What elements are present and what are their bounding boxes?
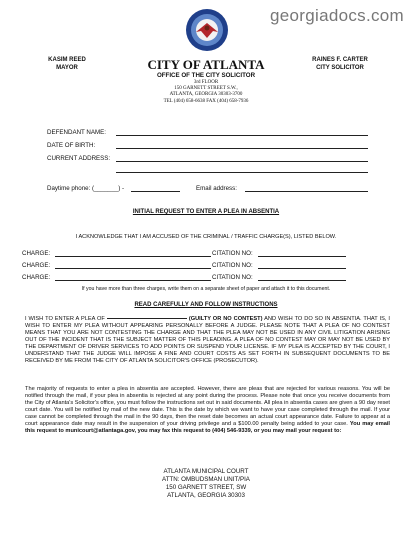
charge-field-2[interactable] [55, 268, 211, 269]
mailing-line-1: ATLANTA MUNICIPAL COURT [163, 468, 249, 475]
mailing-line-4: ATLANTA, GEORGIA 30303 [167, 492, 245, 499]
defendant-name-label: DEFENDANT NAME: [47, 129, 107, 136]
citation-field-3[interactable] [258, 280, 346, 281]
daytime-phone-label: Daytime phone: (_______) - [47, 185, 125, 192]
plea-paragraph [25, 316, 390, 365]
mayor-name: KASIM REED [48, 57, 86, 63]
address-floor: 3rd FLOOR [193, 80, 219, 85]
address-field-2[interactable] [116, 172, 368, 173]
address-phones: TEL (404) 658-6638 FAX (404) 658-7936 [163, 98, 249, 104]
office-address [0, 80, 412, 105]
defendant-name-field[interactable] [116, 135, 368, 136]
mailing-address [0, 468, 412, 500]
mayor-title: MAYOR [56, 65, 78, 71]
form-title: INITIAL REQUEST TO ENTER A PLEA IN ABSENTIA [132, 209, 280, 215]
majority-paragraph [25, 386, 390, 435]
city-seal-icon [185, 8, 229, 52]
majority-text: The majority of requests to enter a plea in absentia are accepted. However, there are pleas that are rejected for various reasons. You will be notified through the mail, if your plea in absentia is rejected at any point during the process. Please note that once you receive documents from the City of Atlanta's Solicitor's office, you must follow the instructions set out in said documents. All plea in absentia cases are given a 90 day reset court date. You will be notified by mail of the new date. This is the date by which we want to have your case completed through the mail. If your case cannot be completed through the mail in the 90 days, then the reset date becomes an actual court appearance date. Failure to appear at a court appearance date may result in the suspension of your driving privilege and a $100.00 penalty being added to your case. [25, 386, 390, 427]
plea-options: (GUILTY OR NO CONTEST) [188, 316, 263, 322]
solicitor-name: RAINES F. CARTER [312, 57, 368, 63]
charge-field-1[interactable] [55, 256, 211, 257]
dob-field[interactable] [116, 148, 368, 149]
charges-note: If you have more than three charges, write them on a separate sheet of paper and attach it to this document. [81, 286, 331, 292]
office-title: OFFICE OF THE CITY SOLICITOR [156, 72, 256, 79]
address-label: CURRENT ADDRESS: [47, 155, 111, 162]
plea-choice-field[interactable] [107, 318, 187, 319]
address-field-1[interactable] [116, 161, 368, 162]
solicitor-title: CITY SOLICITOR [316, 65, 364, 71]
dob-label: DATE OF BIRTH: [47, 142, 96, 149]
citation-field-1[interactable] [258, 256, 346, 257]
plea-start: I WISH TO ENTER A PLEA OF [25, 316, 105, 322]
citation-label-3: CITATION NO: [212, 274, 253, 281]
watermark: georgiadocs.com [270, 6, 404, 25]
email-label: Email address: [196, 185, 237, 192]
submission-instructions: You may email this request to municourt@atlantaga.gov, you may fax this request to (404) 546-9339, or you may mail your request to: [25, 421, 390, 434]
mailing-line-2: ATTN: OMBUDSMAN UNIT/PIA [162, 476, 250, 483]
mailing-line-3: 150 GARNETT STREET, SW [165, 484, 247, 491]
plea-rest: AND WISH TO DO SO IN ABSENTIA. THAT IS, I WISH TO ENTER MY PLEA WITHOUT APPEARING PERSONALLY BEFORE A JUDGE. PLEASE NOTE THAT A PLEA OF NO CONTEST MEANS THAT YOU ARE NOT CONTESTING THE CHARGE AND THAT THE PLEA MAY NOT BE USED IN ANY CIVIL LITIGATION ARISING OUT OF THE INCIDENT THAT IS THE SUBJECT MATTER OF THIS PLEADING. A PLEA OF NO CONTEST MAY OR MAY NOT BE USED BY THE DEPARTMENT OF DRIVER SERVICES TO ADD POINTS OR SUSPEND YOUR LICENSE. IF MY PLEA IS ACCEPTED BY THE COURT, I UNDERSTAND THAT THE JUDGE WILL IMPOSE A FINE AND COURT COSTS AS SET FORTH IN SUBSEQUENT DOCUMENTS TO BE RECEIVED BY ME FROM THE CITY OF ATLANTA SOLICITOR'S OFFICE (PROSECUTOR). [25, 316, 390, 364]
citation-field-2[interactable] [258, 268, 346, 269]
charge-label-1: CHARGE: [22, 250, 51, 257]
citation-label-2: CITATION NO: [212, 262, 253, 269]
daytime-phone-field[interactable] [131, 191, 180, 192]
address-street: 150 GARNETT STREET S.W., [174, 86, 238, 92]
charge-label-2: CHARGE: [22, 262, 51, 269]
charge-label-3: CHARGE: [22, 274, 51, 281]
city-title: CITY OF ATLANTA [147, 57, 265, 72]
charge-field-3[interactable] [55, 280, 211, 281]
acknowledge-text: I ACKNOWLEDGE THAT I AM ACCUSED OF THE CRIMINAL / TRAFFIC CHARGE(S), LISTED BELOW. [75, 234, 337, 240]
citation-label-1: CITATION NO: [212, 250, 253, 257]
instructions-title: READ CAREFULLY AND FOLLOW INSTRUCTIONS [134, 302, 278, 308]
email-field[interactable] [245, 191, 368, 192]
address-city: ATLANTA, GEORGIA 30303-3700 [169, 92, 243, 98]
